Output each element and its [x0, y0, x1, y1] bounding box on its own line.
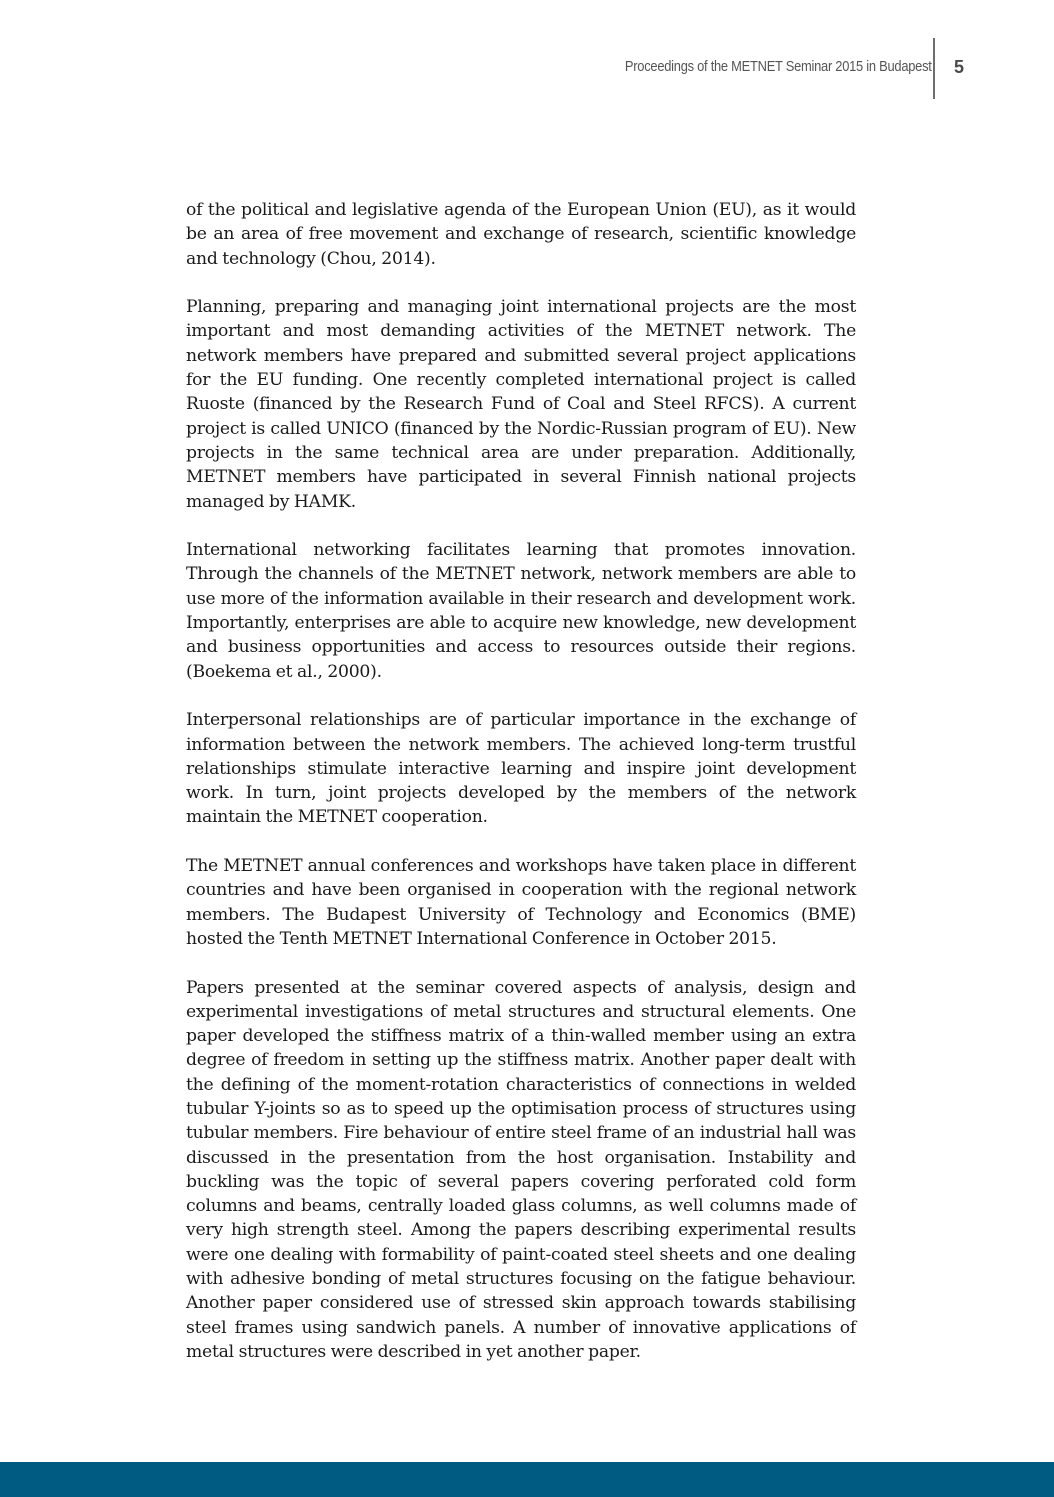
paragraph: Interpersonal relationships are of particular importance in the exchange of information between the network members. The achieved long-term trustful relationships stimulate interactive learning and inspire joint development work. In turn, joint projects developed by the members of the network maintain the METNET cooperation. [186, 710, 856, 828]
paragraph: Papers presented at the seminar covered aspects of analysis, design and experimental investigations of metal structures and structural elements. One paper developed the stiffness matrix of a thin-walled member using an extra degree of freedom in setting up the stiffness matrix. Another paper dealt with the defining of the moment-rotation characteristics of connections in welded tubular Y-joints so as to speed up the optimisation process of structures using tubular members. Fire behaviour of entire steel frame of an industrial hall was discussed in the presentation from the host organisation. Instability and buckling was the topic of several papers covering perforated cold form columns and beams, centrally loaded glass columns, as well columns made of very high strength steel. Among the papers describing experimental results were one dealing with formability of paint-coated steel sheets and one dealing with adhesive bonding of metal structures focusing on the fatigue behaviour. Another paper considered use of stressed skin approach towards stabilising steel frames using sandwich panels. A number of innovative applications of metal structures were described in yet another paper. [186, 977, 856, 1362]
running-header-title: Proceedings of the METNET Seminar 2015 in Budapest [625, 58, 932, 75]
body-text [186, 198, 856, 1389]
page-number: 5 [954, 57, 965, 77]
header-divider [933, 38, 935, 99]
paragraph: International networking facilitates learning that promotes innovation. Through the channels of the METNET network, network members are able to use more of the information available in their research and development work. Importantly, enterprises are able to acquire new knowledge, new development and business opportunities and access to resources outside their regions. (Boekema et al., 2000). [186, 540, 856, 682]
paragraph: The METNET annual conferences and workshops have taken place in different countries and have been organised in cooperation with the regional network members. The Budapest University of Technology and Economics (BME) hosted the Tenth METNET International Conference in October 2015. [186, 856, 856, 949]
paragraph: of the political and legislative agenda of the European Union (EU), as it would be an area of free movement and exchange of research, scientific knowledge and technology (Chou, 2014). [186, 200, 856, 269]
paragraph: Planning, preparing and managing joint international projects are the most important and most demanding activities of the METNET network. The network members have prepared and submitted several project applications for the EU funding. One recently completed international project is called Ruoste (financed by the Research Fund of Coal and Steel RFCS). A current project is called UNICO (financed by the Nordic-Russian program of EU). New projects in the same technical area are under preparation. Additionally, METNET members have participated in several Finnish national projects managed by HAMK. [186, 297, 856, 512]
footer-band [0, 1462, 1054, 1497]
